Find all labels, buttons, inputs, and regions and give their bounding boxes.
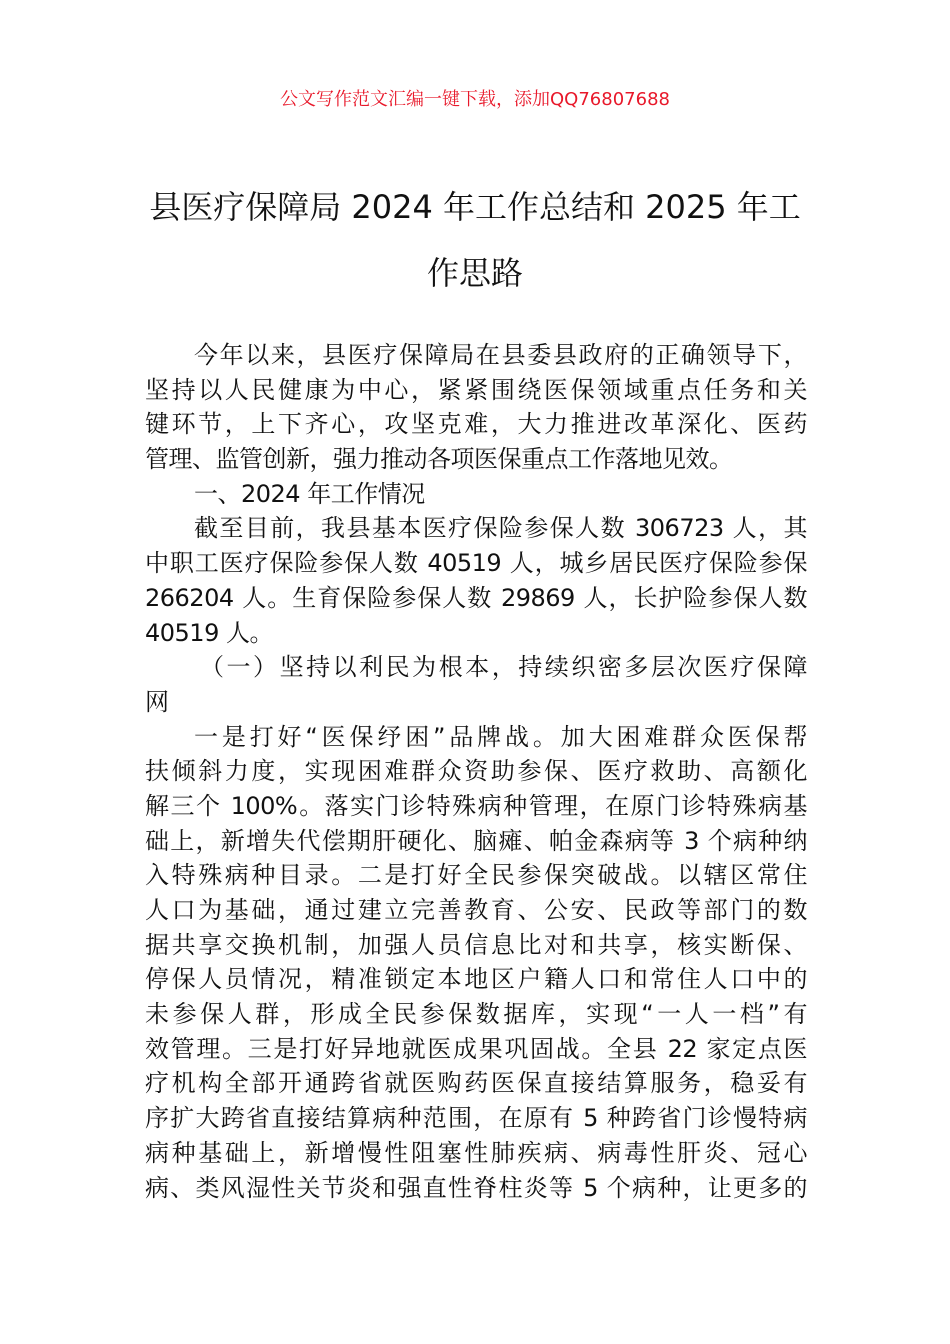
document-title-line-1: 县医疗保障局 2024 年工作总结和 2025 年工 [149,188,801,226]
paragraph-line: 础上，新增失代偿期肝硬化、脑瘫、帕金森病等 3 个病种纳 [145,826,807,855]
download-promo-header: 公文写作范文汇编一键下载，添加QQ76807688 [280,89,670,110]
paragraph-line: 截至目前，我县基本医疗保险参保人数 306723 人，其 [194,514,807,543]
paragraph-line: 序扩大跨省直接结算病种范围，在原有 5 种跨省门诊慢特病 [145,1104,807,1133]
paragraph-line: 据共享交换机制，加强人员信息比对和共享，核实断保、 [145,930,807,959]
document-body [145,338,807,1205]
document-title-line-2: 作思路 [426,254,523,292]
paragraph-line: 266204 人。生育保险参保人数 29869 人，长护险参保人数 [145,583,807,612]
paragraph-line: 一是打好“医保纾困”品牌战。加大困难群众医保帮 [194,722,807,751]
paragraph-line: （一）坚持以利民为根本，持续织密多层次医疗保障 [200,653,807,682]
paragraph-line: 停保人员情况，精准锁定本地区户籍人口和常住人口中的 [145,965,807,994]
paragraph-line: 键环节，上下齐心，攻坚克难，大力推进改革深化、医药 [145,410,807,439]
paragraph-line: 40519 人。 [145,618,273,647]
paragraph-line: 人口为基础，通过建立完善教育、公安、民政等部门的数 [145,896,807,924]
paragraph-line: 解三个 100%。落实门诊特殊病种管理，在原门诊特殊病基 [145,791,807,820]
paragraph-line: 疗机构全部开通跨省就医购药医保直接结算服务，稳妥有 [145,1069,807,1098]
paragraph-line: 病、类风湿性关节炎和强直性脊柱炎等 5 个病种，让更多的 [145,1173,807,1202]
paragraph-line: 效管理。三是打好异地就医成果巩固战。全县 22 家定点医 [145,1034,807,1063]
paragraph-line: 中职工医疗保险参保人数 40519 人，城乡居民医疗保险参保 [145,549,807,578]
paragraph-line: 入特殊病种目录。二是打好全民参保突破战。以辖区常住 [145,861,807,890]
paragraph-line: 病种基础上，新增慢性阻塞性肺疾病、病毒性肝炎、冠心 [145,1138,807,1167]
paragraph-line: 扶倾斜力度，实现困难群众资助参保、医疗救助、高额化 [145,757,807,786]
paragraph-line: 今年以来，县医疗保障局在县委县政府的正确领导下， [194,341,807,369]
paragraph-line: 一、2024 年工作情况 [194,479,425,508]
paragraph-line: 网 [145,687,169,716]
paragraph-line: 未参保人群，形成全民参保数据库，实现“一人一档”有 [145,1000,807,1029]
paragraph-line: 坚持以人民健康为中心，紧紧围绕医保领域重点任务和关 [145,375,807,404]
paragraph-line: 管理、监管创新，强力推动各项医保重点工作落地见效。 [145,445,733,474]
